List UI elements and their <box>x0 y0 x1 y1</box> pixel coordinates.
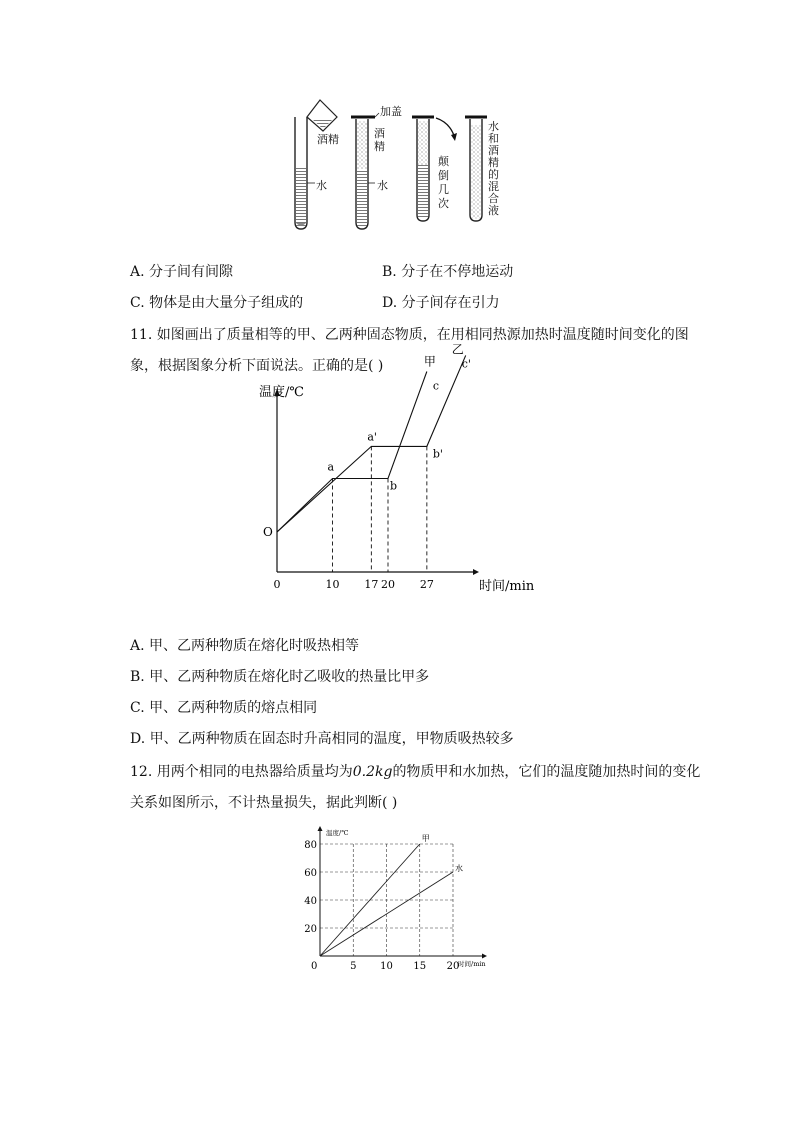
y-tick-label: 20 <box>304 924 317 935</box>
q11-stem-line1: 11. 如图画出了质量相等的甲、乙两种固态物质，在用相同热源加热时温度随时间变化的图 <box>130 327 689 343</box>
q10-option-a[interactable]: A. 分子间有间隙 <box>130 264 234 280</box>
q12-stem-math: 0.2kg <box>352 764 393 780</box>
label-alcohol-1: 酒精 <box>317 133 339 146</box>
x-axis-arrow <box>482 954 487 959</box>
y-axis-arrow <box>318 826 323 831</box>
label-water-1: 水 <box>316 179 327 192</box>
x-axis-label: 时间/min <box>458 960 486 968</box>
figure-test-tubes <box>285 95 525 235</box>
label-mixture: 水和酒精的混合液 <box>488 120 499 217</box>
tube-2 <box>351 117 375 229</box>
series-name-jia: 甲 <box>423 354 436 369</box>
q12-stem-line2: 关系如图所示，不计热量损失，据此判断( ) <box>130 795 398 811</box>
y-tick-label: 60 <box>304 868 317 879</box>
q11-option-c[interactable]: C. 甲、乙两种物质的熔点相同 <box>130 700 318 716</box>
q12-stem-pre: 12. 用两个相同的电热器给质量均为 <box>130 764 353 780</box>
point-label-c-prime: c' <box>461 357 471 371</box>
x-tick-label: 20 <box>446 961 460 972</box>
y-axis-label: 温度/℃ <box>326 829 349 837</box>
chart-2-heating <box>300 822 500 970</box>
q10-option-c[interactable]: C. 物体是由大量分子组成的 <box>130 295 304 311</box>
x-tick-label: 15 <box>413 961 427 972</box>
point-label-a: a <box>327 460 335 474</box>
tube-1 <box>295 100 337 229</box>
q11-option-b[interactable]: B. 甲、乙两种物质在熔化时乙吸收的热量比甲多 <box>130 669 430 685</box>
y-tick-label: 40 <box>304 896 317 907</box>
point-label-b-prime: b' <box>432 447 443 461</box>
chart1-labels <box>259 342 535 594</box>
x-tick-label: 10 <box>325 578 340 591</box>
label-lid: 加盖 <box>380 105 402 118</box>
chart2-axes <box>318 826 488 959</box>
x-tick-label: 27 <box>419 578 434 591</box>
series-name-yi: 乙 <box>451 342 464 357</box>
tube-4 <box>465 117 487 221</box>
q11-option-d[interactable]: D. 甲、乙两种物质在固态时升高相同的温度，甲物质吸热较多 <box>130 731 514 747</box>
x-tick-label: 5 <box>350 961 357 972</box>
chart1-axes <box>274 389 479 575</box>
q10-option-b[interactable]: B. 分子在不停地运动 <box>382 264 514 280</box>
tube-3 <box>412 117 457 221</box>
x-axis-label: 时间/min <box>479 579 535 594</box>
q12-stem-post: 的物质甲和水加热，它们的温度随加热时间的变化 <box>392 764 701 780</box>
x-tick-label: 0 <box>273 578 281 591</box>
series-jia-line <box>320 844 420 956</box>
x-axis-arrow <box>473 569 479 575</box>
q12-stem-line1 <box>130 762 700 782</box>
chart2-grid <box>320 844 453 956</box>
q11-stem-line2: 象，根据图象分析下面说法。正确的是( ) <box>130 358 384 374</box>
label-water-2: 水 <box>377 179 388 192</box>
x-tick-label: 10 <box>380 961 393 972</box>
point-label-b: b <box>390 479 398 493</box>
y-tick-label: 80 <box>304 840 317 851</box>
q10-option-d[interactable]: D. 分子间存在引力 <box>382 295 500 311</box>
x-tick-label: 17 <box>364 578 379 591</box>
origin-label: O <box>263 525 273 539</box>
point-label-a-prime: a' <box>367 430 377 444</box>
q11-option-a[interactable]: A. 甲、乙两种物质在熔化时吸热相等 <box>130 638 360 654</box>
label-alcohol-2: 酒精 <box>374 127 385 153</box>
x-tick-label: 0 <box>311 961 318 972</box>
label-invert: 颠倒几次 <box>438 155 449 210</box>
series-name-jia: 甲 <box>421 834 430 843</box>
x-tick-label: 20 <box>381 578 395 591</box>
point-label-c: c <box>432 379 440 393</box>
y-axis-label: 温度/℃ <box>259 385 304 400</box>
chart1-guides <box>333 446 427 572</box>
series-name-water: 水 <box>455 864 463 873</box>
